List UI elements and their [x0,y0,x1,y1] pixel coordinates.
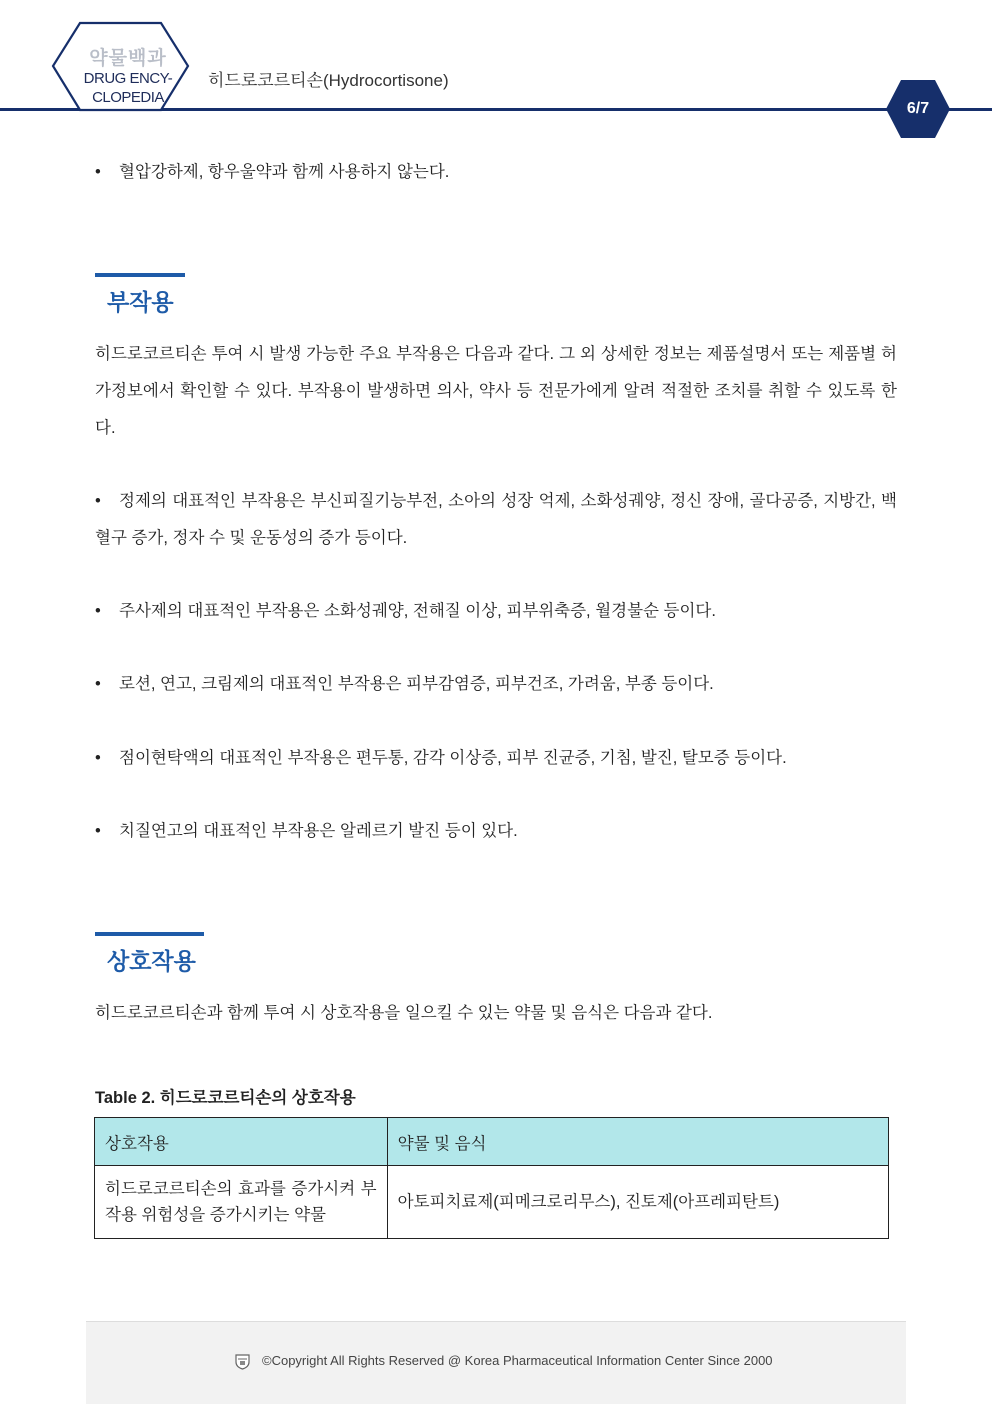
table-header-cell: 약물 및 음식 [387,1118,888,1166]
side-effects-intro: 히드로코르티손 투여 시 발생 가능한 주요 부작용은 다음과 같다. 그 외 상세한 정보는 제품설명서 또는 제품별 허가정보에서 확인할 수 있다. 부작용이 발생하면 의사, 약사 등 전문가에게 알려 적절한 조치를 취할 수 있도록 한다. [95,345,897,437]
footer-copyright: ©Copyright All Rights Reserved @ Korea Pharmaceutical Information Center Since 2000 [262,1353,773,1368]
side-effect-bullet [95,740,897,777]
interactions-table [94,1117,889,1239]
table-caption: Table 2. 히드로코르티손의 상호작용 [95,1089,356,1107]
table-cell-interaction: 히드로코르티손의 효과를 증가시켜 부작용 위험성을 증가시키는 약물 [95,1166,388,1239]
bullet-dot: • [95,675,101,693]
section-bar-side-effects [95,273,185,277]
side-effect-text: 정제의 대표적인 부작용은 부신피질기능부전, 소아의 성장 억제, 소화성궤양, 정신 장애, 골다공증, 지방간, 백혈구 증가, 정자 수 및 운동성의 증가 등이다. [95,492,897,547]
side-effect-text: 점이현탁액의 대표적인 부작용은 편두통, 감각 이상증, 피부 진균증, 기침, 발진, 탈모증 등이다. [119,749,787,767]
bullet-dot: • [95,492,101,510]
bullet-dot: • [95,822,101,840]
side-effect-bullet [95,593,897,630]
logo-english-line1: DRUG ENCY- [83,70,173,87]
table-cell-drugs: 아토피치료제(피메크로리무스), 진토제(아프레피탄트) [387,1166,888,1239]
top-bullet [95,154,897,191]
side-effect-bullet [95,483,897,557]
section-title-interactions: 상호작용 [107,948,196,974]
logo-korean-text: 약물백과 [89,48,167,69]
top-bullet-text: 혈압강하제, 항우울약과 함께 사용하지 않는다. [119,163,450,181]
bullet-dot: • [95,749,101,767]
interactions-intro: 히드로코르티손과 함께 투여 시 상호작용을 일으킬 수 있는 약물 및 음식은 다음과 같다. [95,1004,713,1022]
table-row [95,1166,889,1239]
side-effect-bullet [95,813,897,850]
side-effect-text: 치질연고의 대표적인 부작용은 알레르기 발진 등이 있다. [119,822,518,840]
table-header-cell: 상호작용 [95,1118,388,1166]
side-effect-bullet [95,666,897,703]
logo-english-line2: CLOPEDIA [92,89,164,106]
table-header-row [95,1118,889,1166]
bullet-dot: • [95,602,101,620]
bullet-dot: • [95,163,101,181]
side-effect-text: 로션, 연고, 크림제의 대표적인 부작용은 피부감염증, 피부건조, 가려움, 부종 등이다. [119,675,714,693]
shield-logo-icon [234,1353,251,1370]
page-indicator: 6/7 [906,100,930,117]
document-title: 히드로코르티손(Hydrocortisone) [208,71,449,90]
side-effect-text: 주사제의 대표적인 부작용은 소화성궤양, 전해질 이상, 피부위축증, 월경불순 등이다. [119,602,716,620]
section-title-side-effects: 부작용 [107,289,174,315]
section-bar-interactions [95,932,204,936]
